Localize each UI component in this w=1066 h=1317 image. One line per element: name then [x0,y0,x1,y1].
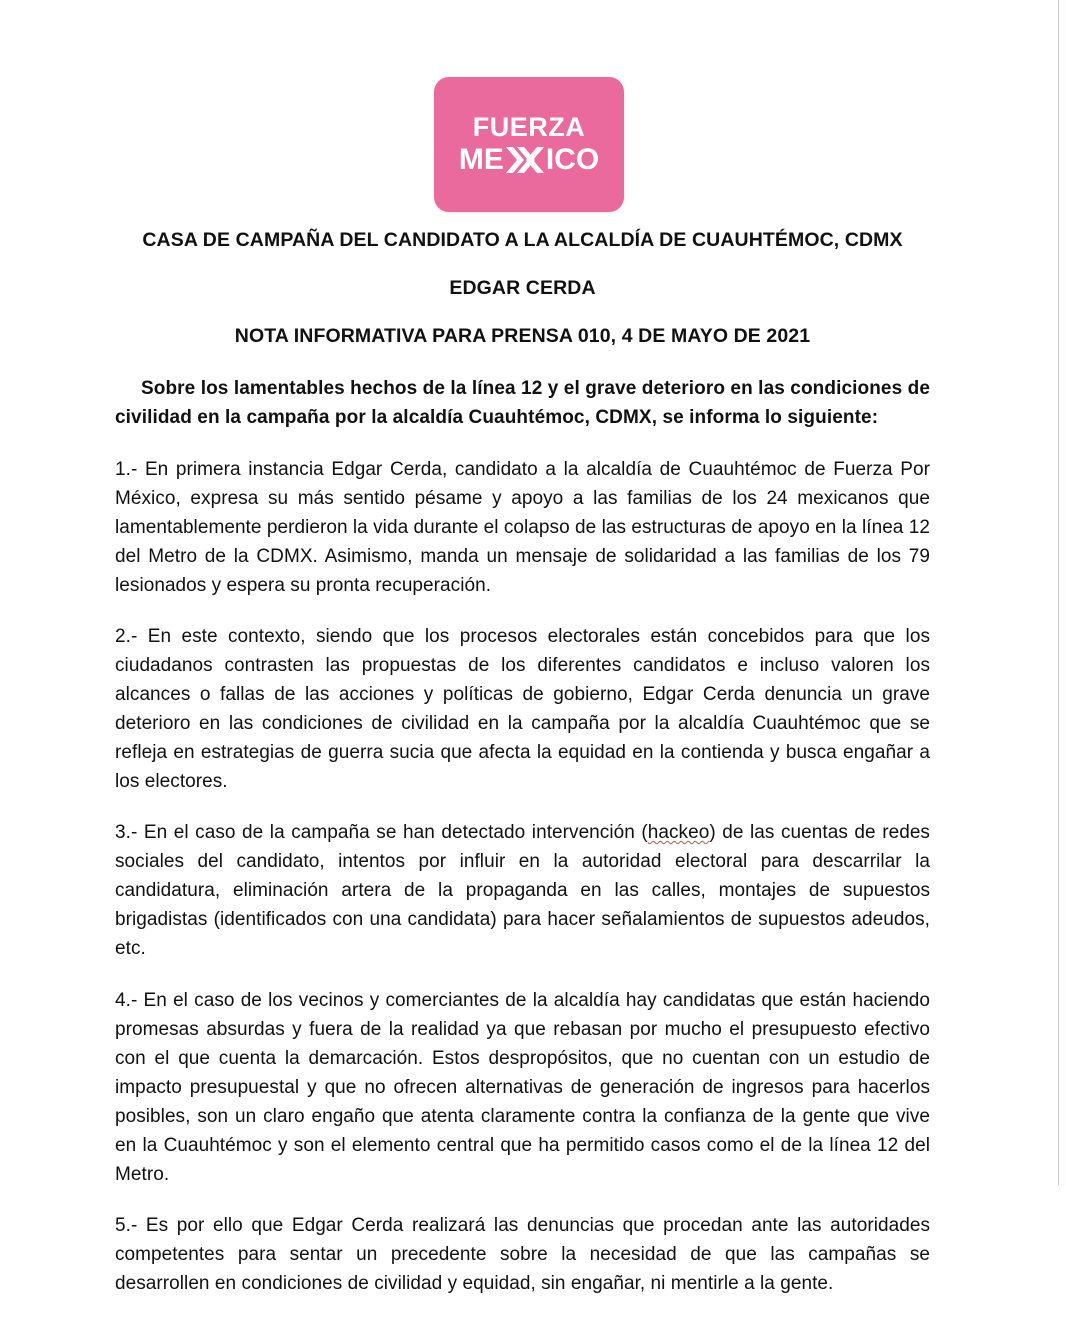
paragraph-1: 1.- En primera instancia Edgar Cerda, candidato a la alcaldía de Cuauhtémoc de Fuerza Por México, expresa su más sentido pésame y apoyo a las familias de los 24 mexicanos que lamentablemente perdieron la vida durante el colapso de las estructuras de apoyo en la línea 12 del Metro de la CDMX. Asimismo, manda un mensaje de solidaridad a las familias de los 79 lesionados y espera su pronta recuperación. [115,458,930,596]
page-title: CASA DE CAMPAÑA DEL CANDIDATO A LA ALCALDÍA DE CUAUHTÉMOC, CDMX [142,229,903,251]
logo-brand-prefix: ME [458,143,504,176]
logo-brand-suffix: ICO [545,143,600,176]
paragraph-2: 2.- En este contexto, siendo que los procesos electorales están concebidos para que los ciudadanos contrasten las propuestas de los diferentes candidatos e incluso valoren los alcances o fallas de las acciones y políticas de gobierno, Edgar Cerda denuncia un grave deterioro en las condiciones de civilidad en la campaña por la alcaldía Cuauhtémoc que se refleja en estrategias de guerra sucia que afecta la equidad en la contienda y busca engañar a los electores. [115,625,930,793]
press-note-heading: NOTA INFORMATIVA PARA PRENSA 010, 4 DE MAYO DE 2021 [234,324,811,347]
paragraph-5: 5.- Es por ello que Edgar Cerda realizará las denuncias que procedan ante las autoridades competentes para sentar un precedente sobre la necesidad de que las campañas se desarrollen en condiciones de civilidad y equidad, sin engañar, ni mentirle a la gente. [115,1214,930,1295]
paragraph-3-text-after: ) de las cuentas de redes sociales del candidato, intentos por influir en la autoridad electoral para descarrilar la candidatura, eliminación artera de la propaganda en las calles, montajes de supuestos brigadistas (identificados con una candidata) para hacer señalamientos de supuestos adeudos, etc. [115,822,930,960]
page-gutter [1059,0,1066,1185]
lead-paragraph: Sobre los lamentables hechos de la línea 12 y el grave deterioro en las condiciones de civilidad en la campaña por la alcaldía Cuauhtémoc, CDMX, se informa lo siguiente: [115,377,930,428]
document-body [115,0,930,1317]
paragraph-3-text-before: 3.- En el caso de la campaña se han detectado intervención ( [115,822,648,844]
logo-brand-line1: FUERZA [472,112,586,142]
paragraph-4: 4.- En el caso de los vecinos y comerciantes de la alcaldía hay candidatas que están haciendo promesas absurdas y fuera de la realidad ya que rebasan por mucho el presupuesto efectivo con el que cuenta la demarcación. Estos despropósitos, que no cuentan con un estudio de impacto presupuestal y que no ofrecen alternativas de generación de ingresos para hacerlos posibles, son un claro engaño que atenta claramente contra la confianza de la gente que vive en la Cuauhtémoc y son el elemento central que ha permitido casos como el de la línea 12 del Metro. [115,989,930,1185]
paragraph-3 [115,818,930,963]
candidate-name-heading: EDGAR CERDA [449,276,596,299]
misspelled-word-hackeo: hackeo [647,822,710,844]
heading-block [115,228,930,350]
